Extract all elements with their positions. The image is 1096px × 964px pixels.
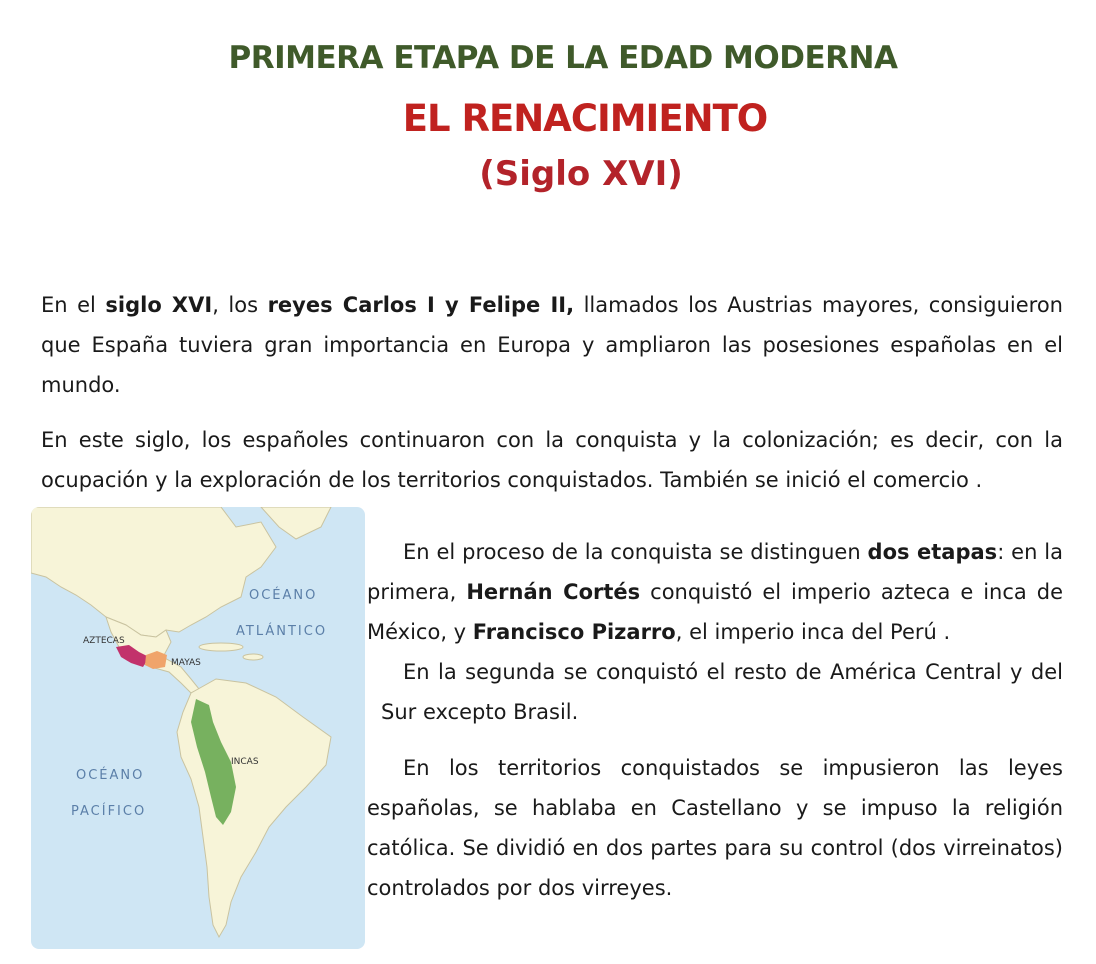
bold-hernan-cortes: Hernán Cortés [466, 580, 641, 604]
bold-siglo: siglo XVI [105, 293, 213, 317]
hispaniola-island [243, 654, 263, 660]
title-siglo: (Siglo XVI) [479, 154, 683, 194]
paragraph-territorios [367, 748, 1063, 908]
paragraph-colonizacion: En este siglo, los españoles continuaron con la conquista y la colonización; es decir, con la ocupación y la exploración de los territorios conquistados. También se inició el comercio . [41, 428, 1063, 492]
text-span: llamados los Austrias mayores, consiguieron que España tuviera gran importancia en Europa y ampliaron las posesiones españolas en el mundo. [41, 293, 1063, 397]
title-renacimiento: EL RENACIMIENTO [402, 97, 768, 140]
bold-francisco-pizarro: Francisco Pizarro [472, 620, 676, 644]
paragraph-intro [41, 285, 1063, 405]
text-span: En la segunda se conquistó el resto de América Central y del [403, 660, 1063, 684]
text-span: conquistó el imperio azteca e inca de México, y [367, 580, 1063, 644]
label-mayas: MAYAS [171, 658, 201, 668]
label-aztecas: AZTECAS [83, 636, 125, 646]
label-ocean-atlantic-2: ATLÁNTICO [236, 624, 328, 639]
title-etapa: PRIMERA ETAPA DE LA EDAD MODERNA [228, 40, 898, 76]
label-ocean-pacific-1: OCÉANO [76, 768, 145, 783]
bold-dos-etapas: dos etapas [867, 540, 998, 564]
text-span: En el proceso de la conquista se distinguen [403, 540, 868, 564]
map-svg [31, 507, 365, 949]
label-ocean-atlantic-1: OCÉANO [249, 588, 318, 603]
text-span: , el imperio inca del Perú . [675, 620, 951, 644]
text-span: En los territorios conquistados se impusieron las leyes españolas, se hablaba en Castellano y se impuso la religión católica. Se dividió en dos partes para su control (dos virreinatos) controlados por dos virreyes. [367, 756, 1063, 900]
label-ocean-pacific-2: PACÍFICO [71, 804, 147, 819]
label-incas: INCAS [231, 757, 259, 767]
cuba-island [199, 643, 243, 651]
text-span: En el [41, 293, 106, 317]
paragraph-etapas [367, 532, 1063, 732]
bold-reyes: reyes Carlos I y Felipe II, [267, 293, 575, 317]
text-span: : en la primera, [367, 540, 1063, 604]
text-span: Sur excepto Brasil. [381, 700, 579, 724]
map-america [31, 507, 365, 949]
text-span: , los [212, 293, 268, 317]
